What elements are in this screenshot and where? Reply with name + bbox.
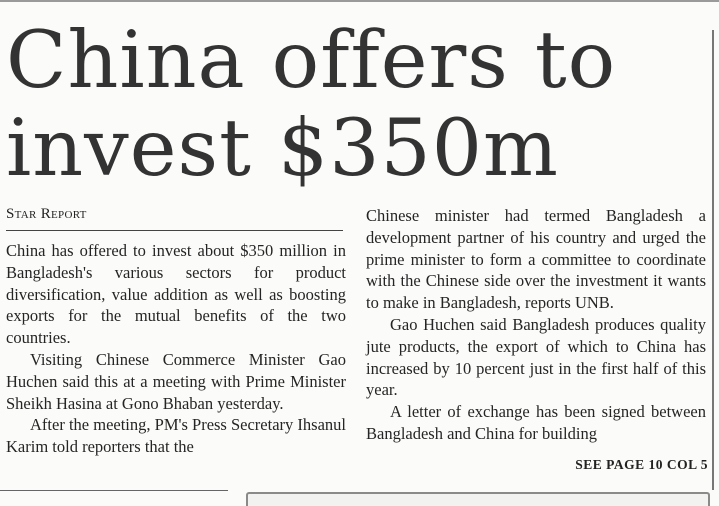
- next-article-box-edge: [246, 492, 710, 506]
- byline-rule: [6, 230, 343, 231]
- article-column-right: [366, 205, 706, 445]
- headline-line-2: invest $350m: [6, 102, 559, 194]
- paragraph: Visiting Chinese Commerce Minister Gao Huchen said this at a meeting with Prime Minister Sheikh Hasina at Gono Bhaban yesterday.: [6, 349, 346, 413]
- paragraph: Chinese minister had termed Bangladesh a development partner of his country and urged the prime minister to form a committee to coordinate with the Chinese side over the investment it wants to make in Bangladesh, reports UNB.: [366, 206, 706, 313]
- paragraph: Gao Huchen said Bangladesh produces quality jute products, the export of which to China has increased by 10 percent just in the first half of this year.: [366, 314, 706, 400]
- paragraph: A letter of exchange has been signed between Bangladesh and China for building: [366, 402, 706, 443]
- paragraph: China has offered to invest about $350 million in Bangladesh's various sectors for product diversification, value addition as well as boosting exports for the mutual benefits of the two countries.: [6, 241, 346, 348]
- article-column-left: [6, 240, 346, 458]
- bottom-rule: [0, 490, 228, 491]
- column-rule-right: [712, 30, 714, 490]
- paragraph: After the meeting, PM's Press Secretary Ihsanul Karim told reporters that the: [6, 415, 346, 457]
- headline: [6, 16, 706, 192]
- headline-line-1: China offers to: [6, 14, 617, 106]
- byline: Star Report: [6, 206, 87, 222]
- continued-on-page-label: SEE PAGE 10 COL 5: [575, 457, 708, 472]
- top-rule: [0, 0, 719, 2]
